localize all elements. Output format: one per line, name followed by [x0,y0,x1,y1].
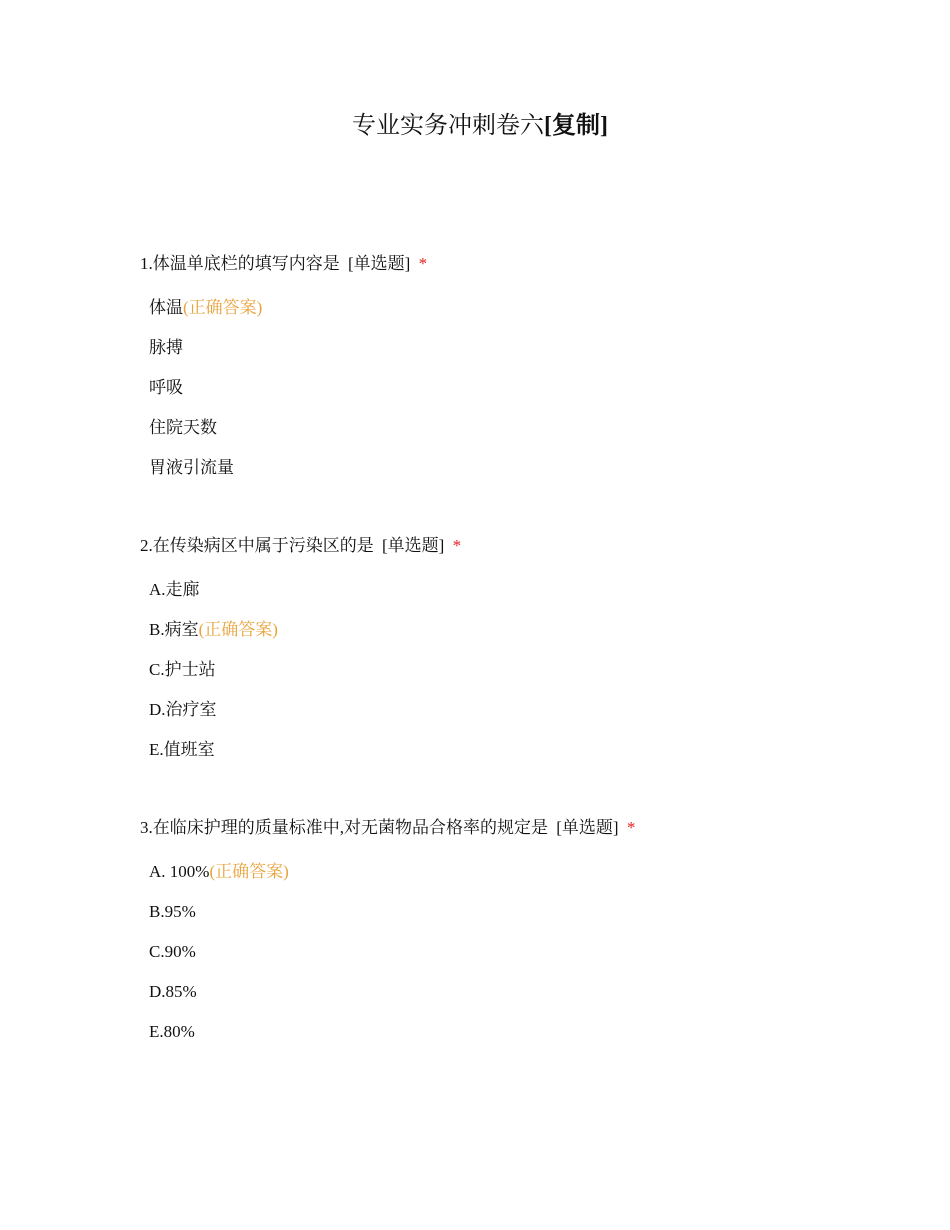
correct-answer-tag: (正确答案) [198,620,278,639]
question-header [140,814,920,842]
option-label: A. 100% [149,862,210,881]
option-label: A.走廊 [149,580,200,599]
option-item[interactable] [140,658,920,698]
option-item[interactable] [140,1020,920,1060]
page-title-suffix: [复制] [544,113,608,139]
question-stem: 3.在临床护理的质量标准中,对无菌物品合格率的规定是 [140,818,548,837]
question-header [140,250,920,278]
option-label: B.95% [149,902,196,921]
option-label: D.治疗室 [149,700,217,719]
option-label: 呼吸 [149,378,183,397]
option-item[interactable] [140,698,920,738]
required-mark: * [626,818,636,837]
required-mark: * [452,536,462,555]
option-item[interactable] [140,456,920,496]
option-label: E.值班室 [149,740,215,759]
question-1 [140,250,920,496]
option-item[interactable] [140,860,920,900]
option-item[interactable] [140,738,920,778]
question-type: [单选题] [556,818,619,837]
option-item[interactable] [140,578,920,618]
question-type: [单选题] [382,536,445,555]
option-item[interactable] [140,618,920,658]
question-stem: 2.在传染病区中属于污染区的是 [140,536,374,555]
option-label: 脉搏 [149,338,183,357]
question-3 [140,814,920,1060]
question-header [140,532,920,560]
option-item[interactable] [140,296,920,336]
option-label: B.病室 [149,620,199,639]
option-item[interactable] [140,416,920,456]
required-mark: * [418,254,428,273]
page-title-main: 专业实务冲刺卷六 [352,113,544,139]
option-list [140,278,920,496]
question-type: [单选题] [348,254,411,273]
option-label: C.90% [149,942,196,961]
option-list [140,842,920,1060]
option-item[interactable] [140,980,920,1020]
option-item[interactable] [140,336,920,376]
option-label: C.护士站 [149,660,216,679]
option-label: 胃液引流量 [149,458,234,477]
question-stem: 1.体温单底栏的填写内容是 [140,254,340,273]
option-item[interactable] [140,940,920,980]
option-label: 住院天数 [149,418,217,437]
option-label: E.80% [149,1022,195,1041]
option-item[interactable] [140,376,920,416]
option-label: 体温 [149,298,183,317]
question-2 [140,532,920,778]
option-item[interactable] [140,900,920,940]
page-title [0,110,950,142]
correct-answer-tag: (正确答案) [183,298,263,317]
correct-answer-tag: (正确答案) [209,862,289,881]
option-list [140,560,920,778]
option-label: D.85% [149,982,197,1001]
